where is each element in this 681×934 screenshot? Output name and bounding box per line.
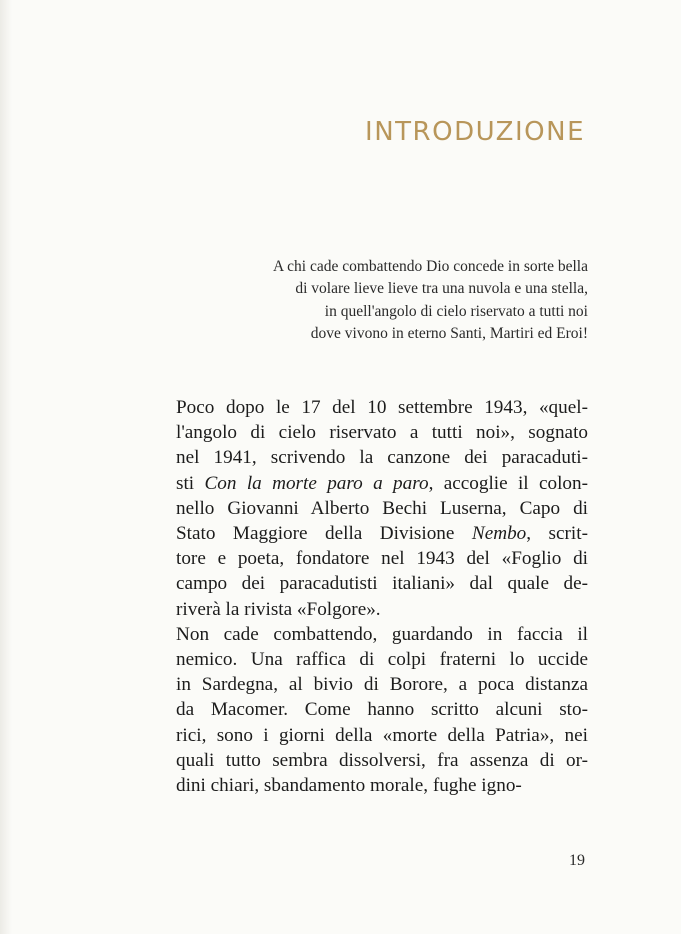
body-line [176,521,588,546]
body-text [176,395,588,798]
body-line-text: , scrit- [526,523,588,545]
body-line-text: , accoglie il colon- [428,472,588,494]
epigraph-line: dove vivono in eterno Santi, Martiri ed Eroi! [310,324,588,342]
body-line-text: sti [176,472,205,494]
epigraph-line: in quell'angolo di cielo riservato a tutti noi [324,302,588,320]
body-line: nel 1941, scrivendo la canzone dei paracaduti- [176,447,588,469]
body-line: in Sardegna, al bivio di Borore, a poca distanza [176,674,588,696]
body-line: riverà la rivista «Folgore». [176,598,381,620]
italic-title: Nembo [471,523,527,545]
body-line: quali tutto sembra dissolversi, fra assenza di or- [176,749,588,771]
chapter-title: INTRODUZIONE [365,117,585,147]
epigraph [148,256,588,345]
body-line: nemico. Una raffica di colpi fraterni lo uccide [176,649,588,671]
epigraph-line: di volare lieve lieve tra una nuvola e una stella, [295,280,588,298]
body-line: rici, sono i giorni della «morte della Patria», nei [176,724,588,746]
body-line: da Macomer. Come hanno scritto alcuni sto- [176,699,588,721]
body-line [176,471,588,496]
body-line: l'angolo di cielo riservato a tutti noi», sognato [176,422,588,444]
page-number: 19 [569,852,585,869]
body-line: tore e poeta, fondatore nel 1943 del «Foglio di [176,548,588,570]
body-line: nello Giovanni Alberto Bechi Luserna, Capo di [176,497,588,519]
page-gutter-shadow [0,0,12,934]
body-line: Non cade combattendo, guardando in faccia il [176,623,588,645]
epigraph-line: A chi cade combattendo Dio concede in sorte bella [272,258,588,275]
body-line: Poco dopo le 17 del 10 settembre 1943, «quel- [176,397,588,418]
body-line: campo dei paracadutisti italiani» dal quale de- [176,573,588,595]
italic-title: Con la morte paro a paro [204,472,429,494]
body-line: dini chiari, sbandamento morale, fughe igno- [176,775,522,797]
body-line-text: Stato Maggiore della Divisione [176,523,472,545]
